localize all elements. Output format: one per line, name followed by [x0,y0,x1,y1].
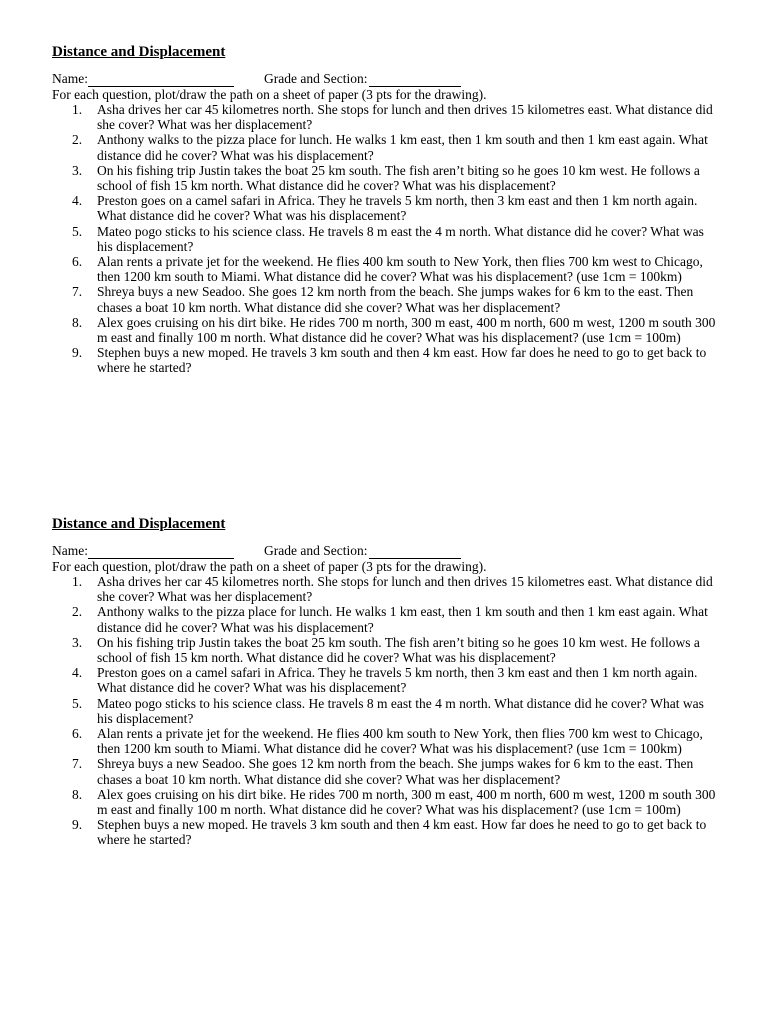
name-blank[interactable] [88,545,234,559]
question-item [52,574,722,604]
grade-section-blank[interactable] [369,73,461,87]
question-text: Alex goes cruising on his dirt bike. He rides 700 m north, 300 m east, 400 m north, 600 m west, 1200 m south 300 m east and finally 100 m north. What distance did he cover? What was his displacement? (use 1cm = 100m) [97,786,716,818]
question-text: Alex goes cruising on his dirt bike. He rides 700 m north, 300 m east, 400 m north, 600 m west, 1200 m south 300 m east and finally 100 m north. What distance did he cover? What was his displacement? (use 1cm = 100m) [97,314,716,346]
question-number: 4. [72,193,83,209]
question-item [52,132,722,162]
question-number: 1. [72,102,83,117]
question-text: Mateo pogo sticks to his science class. He travels 8 m east the 4 m north. What distance did he cover? What was his displacement? [97,223,704,254]
name-label: Name: [52,71,88,86]
question-text: Mateo pogo sticks to his science class. He travels 8 m east the 4 m north. What distance did he cover? What was his displacement? [97,695,704,726]
grade-section-label: Grade and Section: [264,543,368,558]
question-number: 8. [72,786,83,802]
name-grade-row [52,542,722,559]
question-item [52,696,722,726]
question-text: Anthony walks to the pizza place for lunch. He walks 1 km east, then 1 km south and then 1 km east again. What distance did he cover? What was his displacement? [97,604,708,635]
question-number: 2. [72,604,83,620]
question-item [52,787,722,817]
question-number: 2. [72,132,83,148]
question-list [52,574,722,848]
question-number: 6. [72,254,83,270]
question-item [52,102,722,132]
question-item [52,193,722,223]
question-item [52,604,722,634]
question-number: 1. [72,574,83,589]
question-text: Preston goes on a camel safari in Africa. They he travels 5 km north, then 3 km east and then 1 km north again. What distance did he cover? What was his displacement? [97,665,698,696]
question-item [52,345,722,375]
worksheet-top [52,43,722,376]
question-item [52,315,722,345]
question-text: On his fishing trip Justin takes the boat 25 km south. The fish aren’t biting so he goes 10 km west. He follows a school of fish 15 km north. What distance did he cover? What was his displacement? [97,634,700,666]
question-number: 6. [72,726,83,742]
question-item [52,665,722,695]
question-item [52,635,722,665]
question-text: Asha drives her car 45 kilometres north. She stops for lunch and then drives 15 kilometres east. What distance did she cover? What was her displacement? [97,574,713,605]
question-item [52,224,722,254]
question-number: 4. [72,665,83,681]
question-item [52,254,722,284]
question-list [52,102,722,376]
question-number: 5. [72,223,83,239]
question-number: 7. [72,756,83,772]
question-text: Shreya buys a new Seadoo. She goes 12 km north from the beach. She jumps wakes for 6 km to the east. Then chases a boat 10 km north. What distance did she cover? What was her displacement? [97,284,694,315]
question-item [52,163,722,193]
question-number: 3. [72,162,83,178]
instructions: For each question, plot/draw the path on a sheet of paper (3 pts for the drawing). [52,559,487,574]
question-text: On his fishing trip Justin takes the boat 25 km south. The fish aren’t biting so he goes 10 km west. He follows a school of fish 15 km north. What distance did he cover? What was his displacement? [97,162,700,194]
question-text: Stephen buys a new moped. He travels 3 km south and then 4 km east. How far does he need to go to get back to where he started? [97,345,707,376]
question-number: 8. [72,314,83,330]
grade-section-blank[interactable] [369,545,461,559]
grade-section-label: Grade and Section: [264,71,368,86]
question-text: Shreya buys a new Seadoo. She goes 12 km north from the beach. She jumps wakes for 6 km to the east. Then chases a boat 10 km north. What distance did she cover? What was her displacement? [97,756,694,787]
question-item [52,817,722,847]
worksheet-title: Distance and Displacement [52,44,226,60]
question-number: 9. [72,817,83,833]
question-item [52,756,722,786]
question-text: Asha drives her car 45 kilometres north. She stops for lunch and then drives 15 kilometres east. What distance did she cover? What was her displacement? [97,102,713,133]
question-item [52,284,722,314]
question-text: Preston goes on a camel safari in Africa. They he travels 5 km north, then 3 km east and then 1 km north again. What distance did he cover? What was his displacement? [97,193,698,224]
question-text: Stephen buys a new moped. He travels 3 km south and then 4 km east. How far does he need to go to get back to where he started? [97,817,707,848]
question-text: Anthony walks to the pizza place for lunch. He walks 1 km east, then 1 km south and then 1 km east again. What distance did he cover? What was his displacement? [97,132,708,163]
worksheet-bottom [52,515,722,848]
question-number: 3. [72,634,83,650]
worksheet-title: Distance and Displacement [52,516,226,532]
question-item [52,726,722,756]
name-blank[interactable] [88,73,234,87]
question-number: 9. [72,345,83,361]
question-number: 5. [72,695,83,711]
instructions: For each question, plot/draw the path on a sheet of paper (3 pts for the drawing). [52,87,487,102]
question-number: 7. [72,284,83,300]
name-grade-row [52,70,722,87]
question-text: Alan rents a private jet for the weekend. He flies 400 km south to New York, then flies 700 km west to Chicago, then 1200 km south to Miami. What distance did he cover? What was his displacement? (use 1cm = 100km) [97,726,703,757]
name-label: Name: [52,543,88,558]
question-text: Alan rents a private jet for the weekend. He flies 400 km south to New York, then flies 700 km west to Chicago, then 1200 km south to Miami. What distance did he cover? What was his displacement? (use 1cm = 100km) [97,254,703,285]
